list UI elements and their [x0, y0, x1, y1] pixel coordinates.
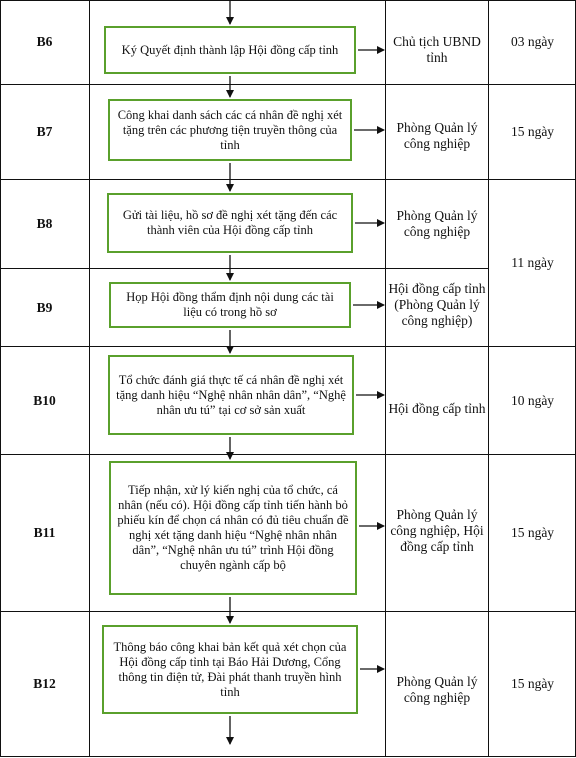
- processing-time: 15 ngày: [510, 676, 555, 691]
- action-box: Gửi tài liệu, hồ sơ đề nghị xét tặng đến các thành viên của Hội đồng cấp tỉnh: [107, 193, 353, 253]
- action-box: Ký Quyết định thành lập Hội đồng cấp tỉnh: [104, 26, 356, 74]
- responsible-unit: Phòng Quản lý công nghiệp: [396, 208, 478, 239]
- processing-time: 15 ngày: [510, 124, 555, 139]
- step-label: B12: [33, 676, 56, 691]
- table-border-bottom: [0, 756, 576, 757]
- responsible-unit: Chủ tịch UBND tỉnh: [393, 34, 481, 65]
- step-label: B9: [36, 299, 53, 315]
- step-label: B10: [33, 392, 56, 408]
- action-box: Công khai danh sách các cá nhân đề nghị xét tặng trên các phương tiện truyền thông của tỉnh: [108, 99, 352, 161]
- responsible-unit: Hội đồng cấp tỉnh: [388, 401, 486, 416]
- step-label: B6: [36, 34, 53, 49]
- action-box: Tổ chức đánh giá thực tế cá nhân đề nghị xét tặng danh hiệu “Nghệ nhân nhân dân”, “Nghệ nhân ưu tú” tại cơ sở sản xuất: [108, 355, 354, 435]
- action-box: Thông báo công khai bản kết quả xét chọn của Hội đồng cấp tỉnh tại Báo Hải Dương, Cổng thông tin điện tử, Đài phát thanh truyền hình tỉnh: [102, 625, 358, 714]
- column-divider: [89, 0, 90, 757]
- responsible-unit: Phòng Quản lý công nghiệp: [396, 120, 478, 151]
- step-label: B11: [33, 525, 56, 540]
- step-label: B7: [36, 124, 53, 139]
- processing-time: 10 ngày: [510, 392, 555, 408]
- processing-time: 15 ngày: [510, 525, 555, 540]
- processing-time: 11 ngày: [511, 255, 554, 270]
- responsible-unit: Phòng Quản lý công nghiệp, Hội đồng cấp tỉnh: [390, 507, 484, 554]
- responsible-unit: Hội đồng cấp tỉnh (Phòng Quản lý công nghiệp): [388, 281, 486, 328]
- responsible-unit: Phòng Quản lý công nghiệp: [396, 674, 478, 705]
- action-box: Tiếp nhận, xử lý kiến nghị của tổ chức, cá nhân (nếu có). Hội đồng cấp tỉnh tiến hành bỏ phiếu kín để chọn cá nhân có đủ tiêu chuẩn đề nghị xét tặng danh hiệu “Nghệ nhân nhân dân”, “Nghệ nhân ưu tú” trình Hội đồng chuyên ngành cấp bộ: [109, 461, 357, 595]
- step-label: B8: [36, 216, 53, 231]
- action-box: Họp Hội đồng thẩm định nội dung các tài liệu có trong hồ sơ: [109, 282, 351, 328]
- processing-time: 03 ngày: [510, 34, 555, 49]
